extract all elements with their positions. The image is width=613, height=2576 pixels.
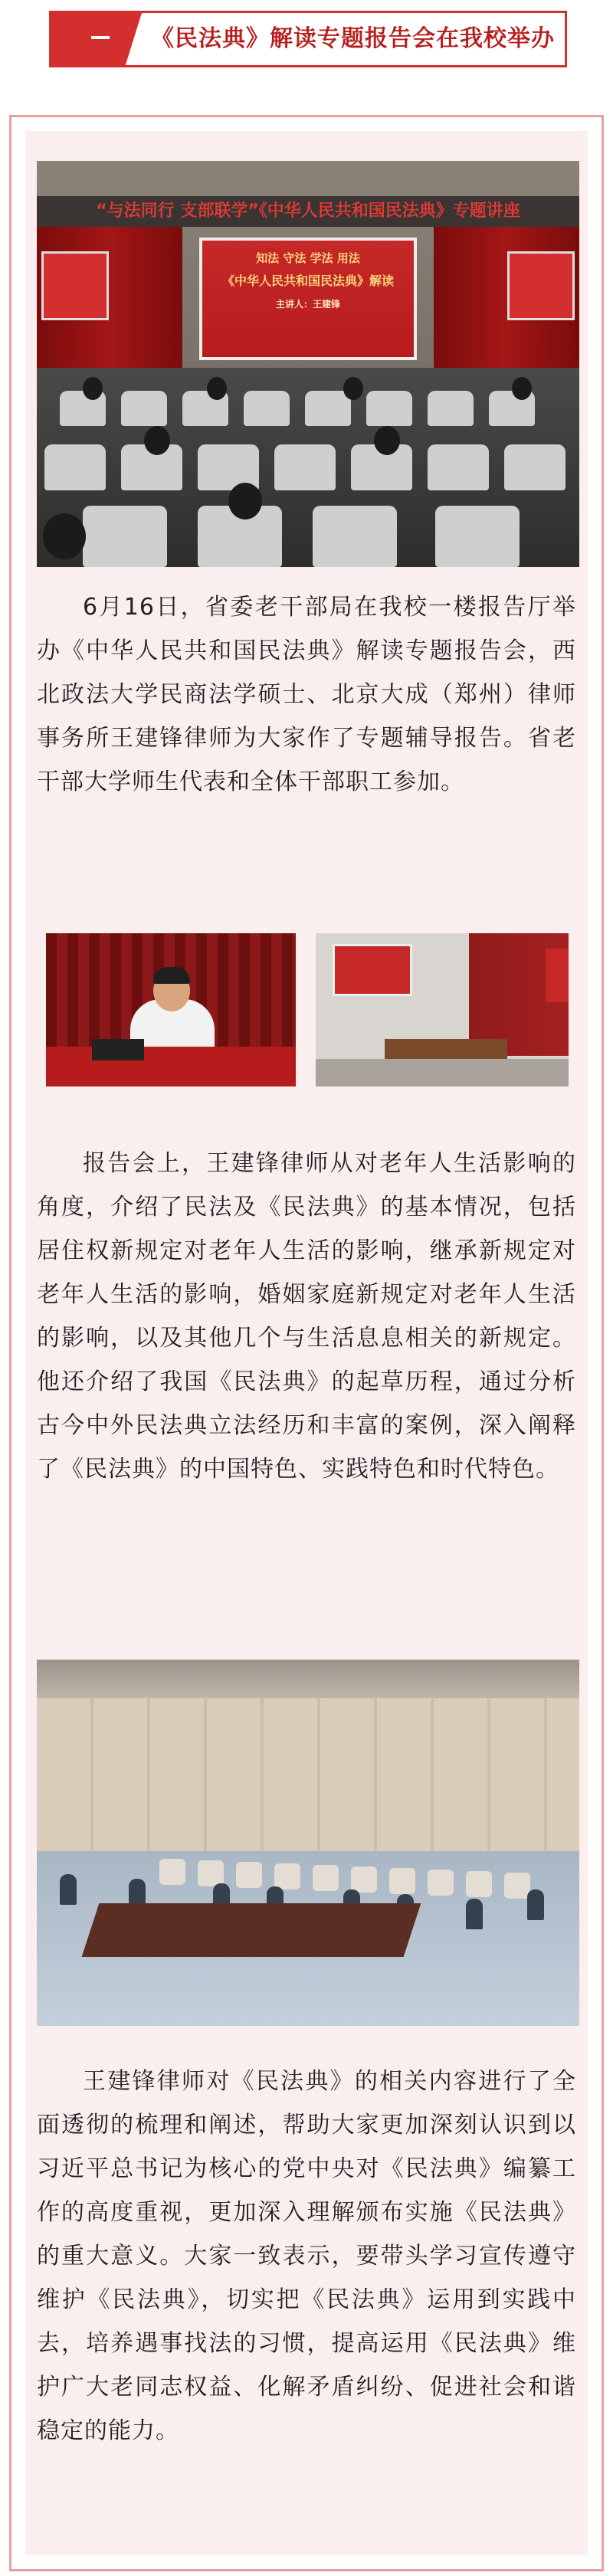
stage-screen: 知法 守法 学法 用法 《中华人民共和国民法典》解读 主讲人：王建锋 <box>199 238 417 360</box>
side-screen-left <box>41 251 109 320</box>
lecture-hall-photo <box>37 161 579 567</box>
section-number-tab <box>51 13 142 65</box>
article-header <box>49 11 567 67</box>
speaker-photo <box>46 933 296 1086</box>
side-screen-right <box>507 251 575 320</box>
meeting-room-photo <box>37 1660 579 2026</box>
paragraph-2: 报告会上，王建锋律师从对老年人生活影响的角度，介绍了民法及《民法典》的基本情况，包括居住权新规定对老年人生活的影响，继承新规定对老年人生活的影响，婚姻家庭新规定对老年人生活的影响，以及其他几个与生活息息相关的新规定。他还介绍了我国《民法典》的起草历程，通过分析古今中外民法典立法经历和丰富的案例，深入阐释了《民法典》的中国特色、实践特色和时代特色。 <box>37 1150 576 1483</box>
article-title: 《民法典》解读专题报告会在我校举办 <box>151 25 555 52</box>
paragraph-3: 王建锋律师对《民法典》的相关内容进行了全面透彻的梳理和阐述，帮助大家更加深刻认识到以习近平总书记为核心的党中央对《民法典》编纂工作的高度重视，更加深入理解颁布实施《民法典》的重大意义。大家一致表示，要带头学习宣传遵守维护《民法典》，切实把《民法典》运用到实践中去，培养遇事找法的习惯，提高运用《民法典》维护广大老同志权益、化解矛盾纠纷、促进社会和谐稳定的能力。 <box>37 2068 576 2444</box>
hall-banner: “与法同行 支部联学”《中华人民共和国民法典》专题讲座 <box>37 196 579 227</box>
paragraph-1: 6月16日，省委老干部局在我校一楼报告厅举办《中华人民共和国民法典》解读专题报告会，西北政法大学民商法学硕士、北京大成（郑州）律师事务所王建锋律师为大家作了专题辅导报告。省老干部大学师生代表和全体干部职工参加。 <box>37 594 576 795</box>
stage-view-photo <box>316 933 569 1086</box>
